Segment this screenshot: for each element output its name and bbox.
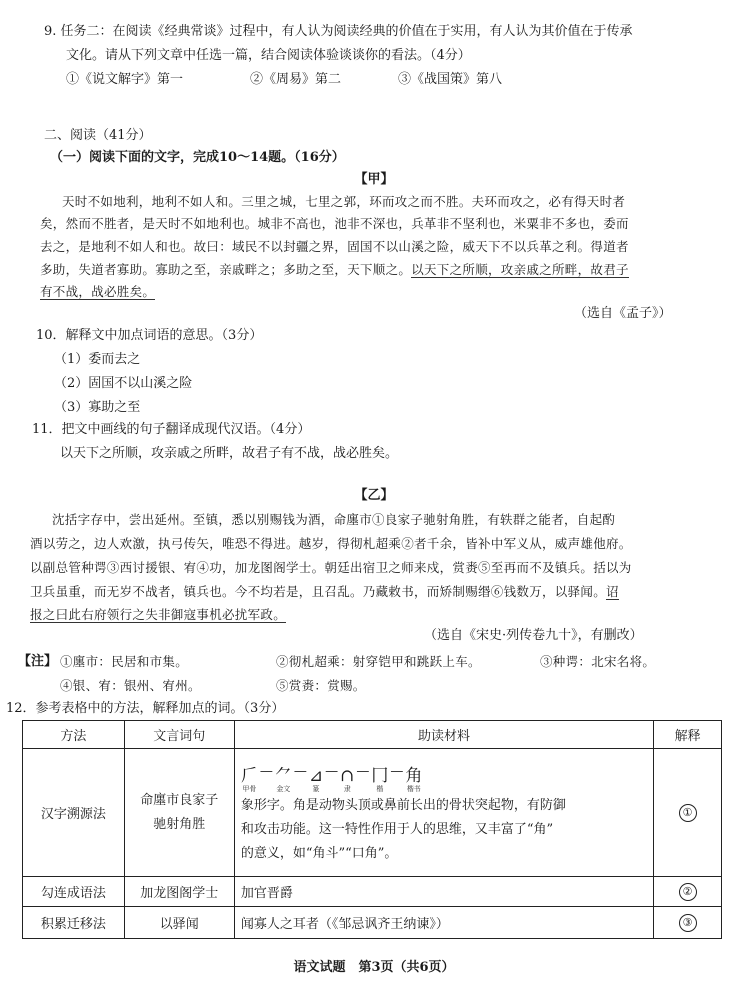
yi-underlined-sentence: 报之曰此右府领行之失非御寇事机必扰军政。 <box>30 607 287 622</box>
header-material: 助读材料 <box>234 721 653 749</box>
row2-answer <box>654 877 722 907</box>
note-2: ②彻札超乘：射穿铠甲和跳跃上车。 <box>276 654 481 669</box>
row3-answer-mark: ③ <box>679 914 697 932</box>
evolution-stage-5: 冂 楷 <box>371 765 389 793</box>
note-4: ④银、宥：银州、宥州。 <box>60 678 201 693</box>
q10-stem: 10．解释文中加点词语的意思。（3分） <box>36 328 263 343</box>
q9-line1: 9. 任务二：在阅读《经典常谈》过程中，有人认为阅读经典的价值在于实用，有人认为其价值在于传承 <box>44 24 633 39</box>
yi-title: 【乙】 <box>354 488 394 503</box>
q12-table <box>22 720 722 939</box>
yi-line-2: 酒以劳之，边人欢激，执弓传矢，唯恐不得进。越岁，得彻札超乘②者千余，皆补中军义从，威声雄他府。 <box>30 536 632 551</box>
row1-material <box>234 749 653 877</box>
note-3: ③种谔：北宋名将。 <box>540 654 656 669</box>
row2-method: 勾连成语法 <box>23 877 125 907</box>
jia-line-5 <box>40 282 155 302</box>
row1-phrase-line1: 命廛市良家子 <box>140 792 219 808</box>
row1-material-line1: 象形字。角是动物头顶或鼻前长出的骨状突起物，有防御 <box>240 797 566 813</box>
jia-underlined-part2: 有不战，战必胜矣。 <box>40 284 156 299</box>
yi-source: （选自《宋史·列传卷九十》，有删改） <box>424 628 643 643</box>
table-row <box>23 907 722 939</box>
q10-item-1: （1）委而去之 <box>54 352 141 367</box>
yi-line-5 <box>30 605 286 625</box>
jia-line-1: 天时不如地利，地利不如人和。三里之城，七里之郭，环而攻之而不胜。夫环而攻之，必有得天时者 <box>62 194 626 209</box>
yi-line-1: 沈括字存中，尝出延州。至镇，悉以别赐钱为酒，命廛市①良家子驰射角胜，有轶群之能者，自起酌 <box>52 512 616 527</box>
page-footer: 语文试题 第3页（共6页） <box>293 960 455 975</box>
table-row <box>23 749 722 877</box>
row2-answer-mark: ② <box>679 883 697 901</box>
yi-line-4-text: 卫兵虽重，而无岁不战者，镇兵也。今不均若是，且召乱。乃藏敕书，而矫制赐缗⑥钱数万，以驿闻。 <box>30 584 607 599</box>
yi-underlined-start: 诏 <box>606 584 619 599</box>
row2-material: 加官晋爵 <box>234 877 653 907</box>
jia-source: （选自《孟子》） <box>574 306 672 321</box>
row1-phrase-line2: 驰射角胜 <box>153 816 206 832</box>
jia-line-2: 矣，然而不胜者，是天时不如地利也。城非不高也，池非不深也，兵革非不坚利也，米粟非不多也，委而 <box>40 216 629 231</box>
row1-material-line2: 和攻击功能。这一特性作用于人的思维，又丰富了“角” <box>240 821 554 837</box>
section2-heading: 二、阅读（41分） <box>44 128 152 143</box>
header-phrase: 文言词句 <box>124 721 234 749</box>
row3-answer <box>654 907 722 939</box>
table-row <box>23 877 722 907</box>
row1-method: 汉字溯源法 <box>23 749 125 877</box>
yi-line-3: 以副总管种谔③西讨援银、宥④功，加龙图阁学士。朝廷出宿卫之师来戍，赏赉⑤至再而不及镇兵。括以为 <box>30 560 632 575</box>
jia-line-4 <box>40 260 629 280</box>
row2-phrase: 加龙图阁学士 <box>124 877 234 907</box>
q9-option-2: ②《周易》第二 <box>250 72 342 87</box>
row3-method: 积累迁移法 <box>23 907 125 939</box>
jiao-evolution: 𠂆 甲骨 — ⺈ 金文 — ⊿ 篆 — ∩ 隶 — 冂 楷 — 角 楷书 <box>240 763 423 793</box>
q9-option-1: ①《说文解字》第一 <box>66 72 184 87</box>
header-explanation: 解释 <box>654 721 722 749</box>
section2-part1: （一）阅读下面的文字，完成10～14题。（16分） <box>50 150 345 165</box>
notes-label: 【注】 <box>18 654 58 669</box>
row1-phrase <box>124 749 234 877</box>
jia-underlined-part1: 以天下之所顺，攻亲戚之所畔，故君子 <box>411 262 629 277</box>
yi-line-4 <box>30 582 619 602</box>
jia-title: 【甲】 <box>354 172 394 187</box>
note-5: ⑤赏赉：赏赐。 <box>276 678 366 693</box>
q9-option-3: ③《战国策》第八 <box>398 72 503 87</box>
row1-answer <box>654 749 722 877</box>
q11-stem: 11．把文中画线的句子翻译成现代汉语。（4分） <box>32 422 311 437</box>
q9-line2: 文化。请从下列文章中任选一篇，结合阅读体验谈谈你的看法。（4分） <box>66 48 471 63</box>
q11-sentence: 以天下之所顺，攻亲戚之所畔，故君子有不战，战必胜矣。 <box>60 446 399 461</box>
q12-stem: 12．参考表格中的方法，解释加点的词。（3分） <box>6 701 285 716</box>
evolution-stage-3: ⊿ 篆 <box>308 765 324 793</box>
row1-material-line3: 的意义，如“角斗”“口角”。 <box>240 845 398 861</box>
evolution-stage-6: 角 楷书 <box>405 765 423 793</box>
q10-item-3: （3）寡助之至 <box>54 400 141 415</box>
q12-table-header <box>23 721 722 749</box>
jia-line-3: 去之，是地利不如人和也。故曰：域民不以封疆之界，固国不以山溪之险，威天下不以兵革之利。得道者 <box>40 239 629 254</box>
evolution-stage-2: ⺈ 金文 <box>274 765 292 793</box>
note-1: ①廛市：民居和市集。 <box>60 654 189 669</box>
q10-item-2: （2）固国不以山溪之险 <box>54 376 193 391</box>
evolution-stage-4: ∩ 隶 <box>340 765 355 793</box>
evolution-stage-1: 𠂆 甲骨 <box>240 765 258 793</box>
header-method: 方法 <box>23 721 125 749</box>
row3-material: 闻寡人之耳者（《邹忌讽齐王纳谏》） <box>234 907 653 939</box>
row1-answer-mark: ① <box>679 804 697 822</box>
jia-line-4-text: 多助，失道者寡助。寡助之至，亲戚畔之；多助之至，天下顺之。 <box>40 262 412 277</box>
row3-phrase: 以驿闻 <box>124 907 234 939</box>
